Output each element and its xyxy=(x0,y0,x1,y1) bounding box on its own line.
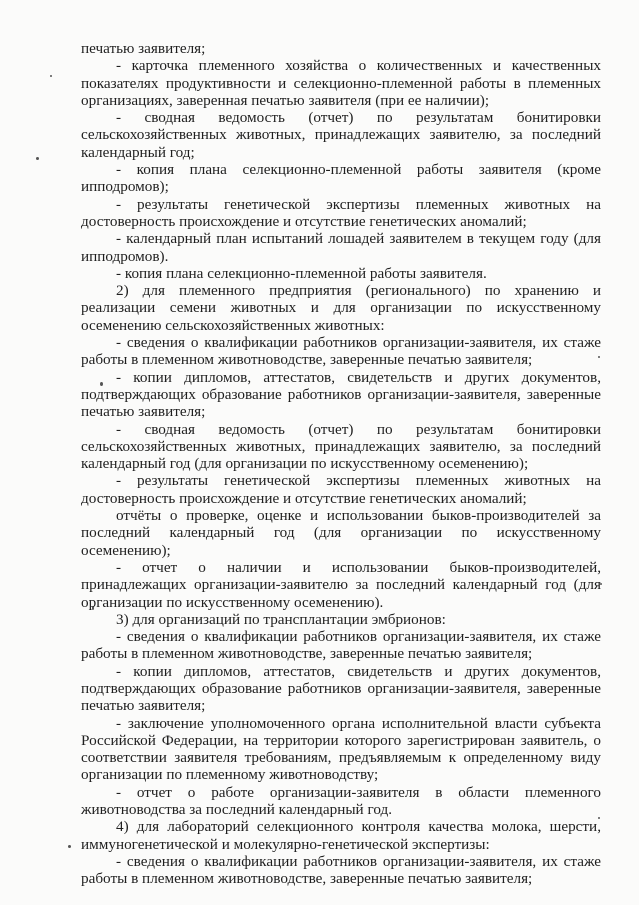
paragraph: - копии дипломов, аттестатов, свидетельств и других документов, подтверждающих образование работников организации-заявителя, заверенные печатью заявителя; xyxy=(81,368,601,421)
scan-speck xyxy=(36,157,39,160)
scan-speck xyxy=(50,75,52,77)
paragraph: - календарный план испытаний лошадей заявителем в текущем году (для ипподромов). xyxy=(81,230,601,265)
paragraph: - сведения о квалификации работников организации-заявителя, их стаже работы в племенном животноводстве, заверенные печатью заявителя; xyxy=(81,334,601,369)
paragraph: отчёты о проверке, оценке и использовании быков-производителей за последний календарный год (для организации по искусственному осеменению); xyxy=(81,507,601,559)
paragraph: - сводная ведомость (отчет) по результатам бонитировки сельскохозяйственных животных, принадлежащих заявителю, за последний календарный год; xyxy=(81,109,601,161)
paragraph: - заключение уполномоченного органа исполнительной власти субъекта Российской Федерации, на территории которого зарегистрирован заявитель, о соответствии заявителя требованиям, предъявляемым к определенному виду организации по племенному животноводству; xyxy=(81,714,601,784)
paragraph: - копия плана селекционно-племенной работы заявителя. xyxy=(116,264,487,282)
paragraph: - результаты генетической экспертизы племенных животных на достоверность происхождение и отсутствие генетических аномалий; xyxy=(81,472,601,507)
paragraph: - копия плана селекционно-племенной работы заявителя (кроме ипподромов); xyxy=(81,161,601,196)
paragraph: - сведения о квалификации работников организации-заявителя, их стаже работы в племенном животноводстве, заверенные печатью заявителя; xyxy=(81,852,601,888)
section-4-heading: 4) для лабораторий селекционного контроля качества молока, шерсти, иммуногенетической и молекулярно-генетической экспертизы: xyxy=(81,818,601,853)
paragraph: - сведения о квалификации работников организации-заявителя, их стаже работы в племенном животноводстве, заверенные печатью заявителя; xyxy=(81,628,601,663)
paragraph: - отчет о работе организации-заявителя в области племенного животноводства за последний календарный год. xyxy=(81,783,601,819)
section-2-heading: 2) для племенного предприятия (регионального) по хранению и реализации семени животных и для организации по искусственному осеменению сельскохозяйственных животных: xyxy=(81,282,601,334)
paragraph: печатью заявителя; xyxy=(81,40,206,57)
paragraph: - сводная ведомость (отчет) по результатам бонитировки сельскохозяйственных животных, принадлежащих заявителю, за последний календарный год (для организации по искусственному осеменению); xyxy=(81,420,601,473)
paragraph: - отчет о наличии и использовании быков-производителей, принадлежащих организации-заявителю за последний календарный год (для организации по искусственному осеменению). xyxy=(81,558,601,611)
scan-speck xyxy=(68,845,71,848)
paragraph: - результаты генетической экспертизы племенных животных на достоверность происхождение и отсутствие генетических аномалий; xyxy=(81,195,601,230)
paragraph: - копии дипломов, аттестатов, свидетельств и других документов, подтверждающих образование работников организации-заявителя, заверенные печатью заявителя; xyxy=(81,662,601,715)
document-body xyxy=(81,40,601,888)
paragraph: - карточка племенного хозяйства о количественных и качественных показателях продуктивности и селекционно-племенной работы в племенных организациях, заверенная печатью заявителя (при ее наличии); xyxy=(81,57,601,109)
section-3-heading: 3) для организаций по трансплантации эмбрионов: xyxy=(116,610,446,628)
